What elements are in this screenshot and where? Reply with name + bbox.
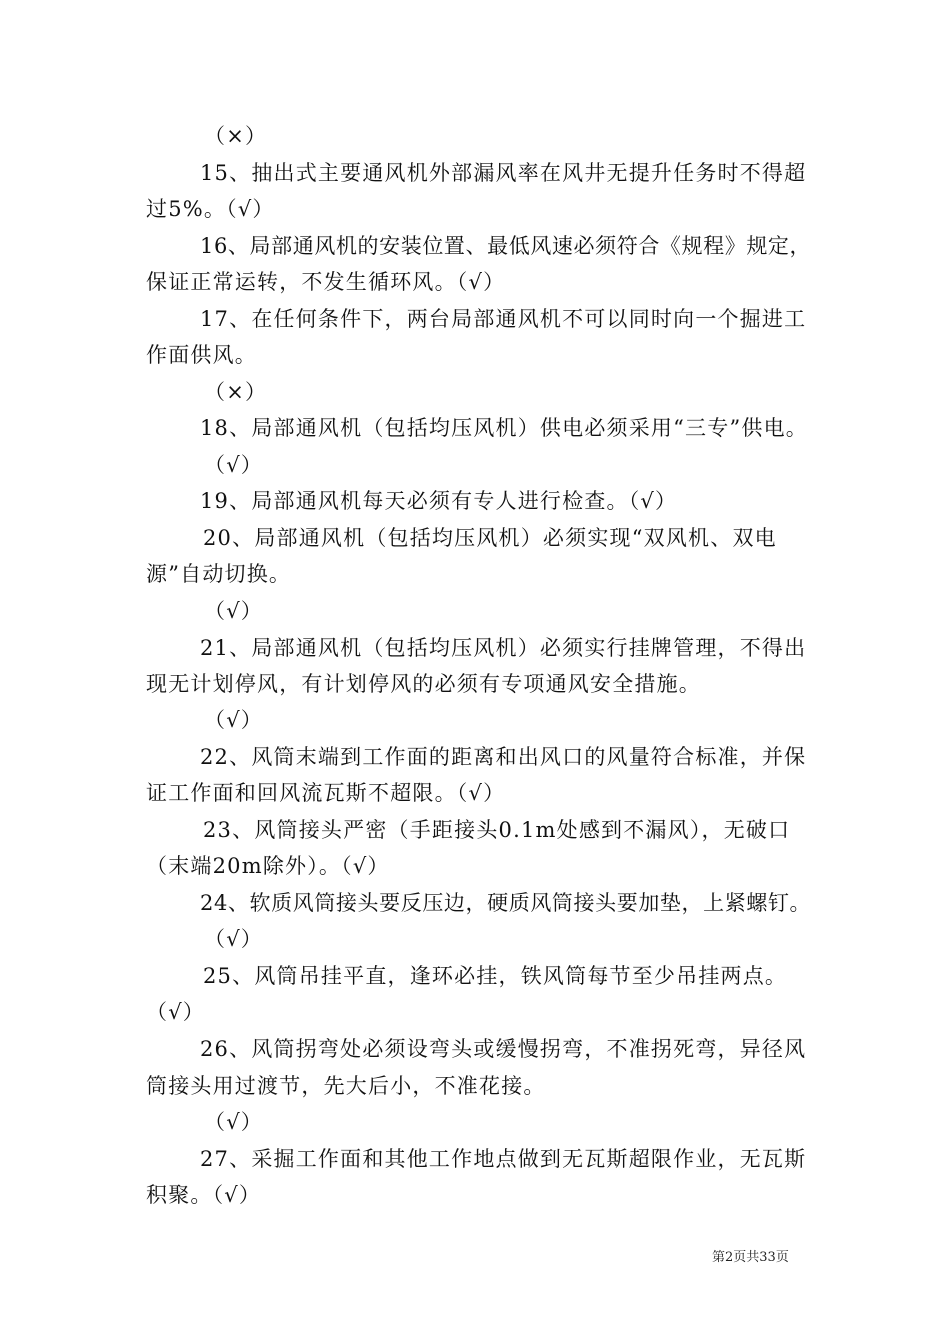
text-line: 积聚。（√） <box>146 1183 262 1207</box>
text-line: 证工作面和回风流瓦斯不超限。（√） <box>146 781 506 805</box>
text-line: 现无计划停风，有计划停风的必须有专项通风安全措施。 <box>146 672 701 696</box>
text-line: （√） <box>204 708 263 732</box>
text-line: 20、局部通风机（包括均压风机）必须实现“双风机、双电 <box>203 526 777 550</box>
text-line: 19、局部通风机每天必须有专人进行检查。（√） <box>200 489 678 513</box>
text-line: 26、风筒拐弯处必须设弯头或缓慢拐弯，不准拐死弯，异径风 <box>200 1037 807 1061</box>
text-line: 过5%。（√） <box>146 197 275 221</box>
text-line: 作面供风。 <box>146 343 257 367</box>
text-line: （×） <box>204 124 268 148</box>
text-line: 筒接头用过渡节，先大后小，不准花接。 <box>146 1074 546 1098</box>
text-line: 保证正常运转，不发生循环风。（√） <box>146 270 506 294</box>
text-line: 17、在任何条件下，两台局部通风机不可以同时向一个掘进工 <box>200 307 807 331</box>
text-line: （√） <box>204 927 263 951</box>
text-line: 21、局部通风机（包括均压风机）必须实行挂牌管理，不得出 <box>200 636 807 660</box>
text-line: 27、采掘工作面和其他工作地点做到无瓦斯超限作业，无瓦斯 <box>200 1147 807 1171</box>
text-line: 22、风筒末端到工作面的距离和出风口的风量符合标准，并保 <box>200 745 807 769</box>
text-line: （√） <box>146 1000 205 1024</box>
text-line: （√） <box>204 599 263 623</box>
text-line: （末端20m除外）。（√） <box>146 854 390 878</box>
text-line: （×） <box>204 380 268 404</box>
text-line: 源”自动切换。 <box>146 562 292 586</box>
page-number-footer: 第2页共33页 <box>712 1250 789 1265</box>
text-line: 24、软质风筒接头要反压边，硬质风筒接头要加垫，上紧螺钉。 <box>200 891 812 915</box>
text-line: 25、风筒吊挂平直，逢环必挂，铁风筒每节至少吊挂两点。 <box>203 964 788 988</box>
text-line: （√） <box>204 453 263 477</box>
text-line: 23、风筒接头严密（手距接头0.1m处感到不漏风），无破口 <box>203 818 791 842</box>
text-line: 16、局部通风机的安装位置、最低风速必须符合《规程》规定， <box>200 234 812 258</box>
text-line: 15、抽出式主要通风机外部漏风率在风井无提升任务时不得超 <box>200 161 807 185</box>
text-line: 18、局部通风机（包括均压风机）供电必须采用“三专”供电。 <box>200 416 808 440</box>
text-line: （√） <box>204 1110 263 1134</box>
